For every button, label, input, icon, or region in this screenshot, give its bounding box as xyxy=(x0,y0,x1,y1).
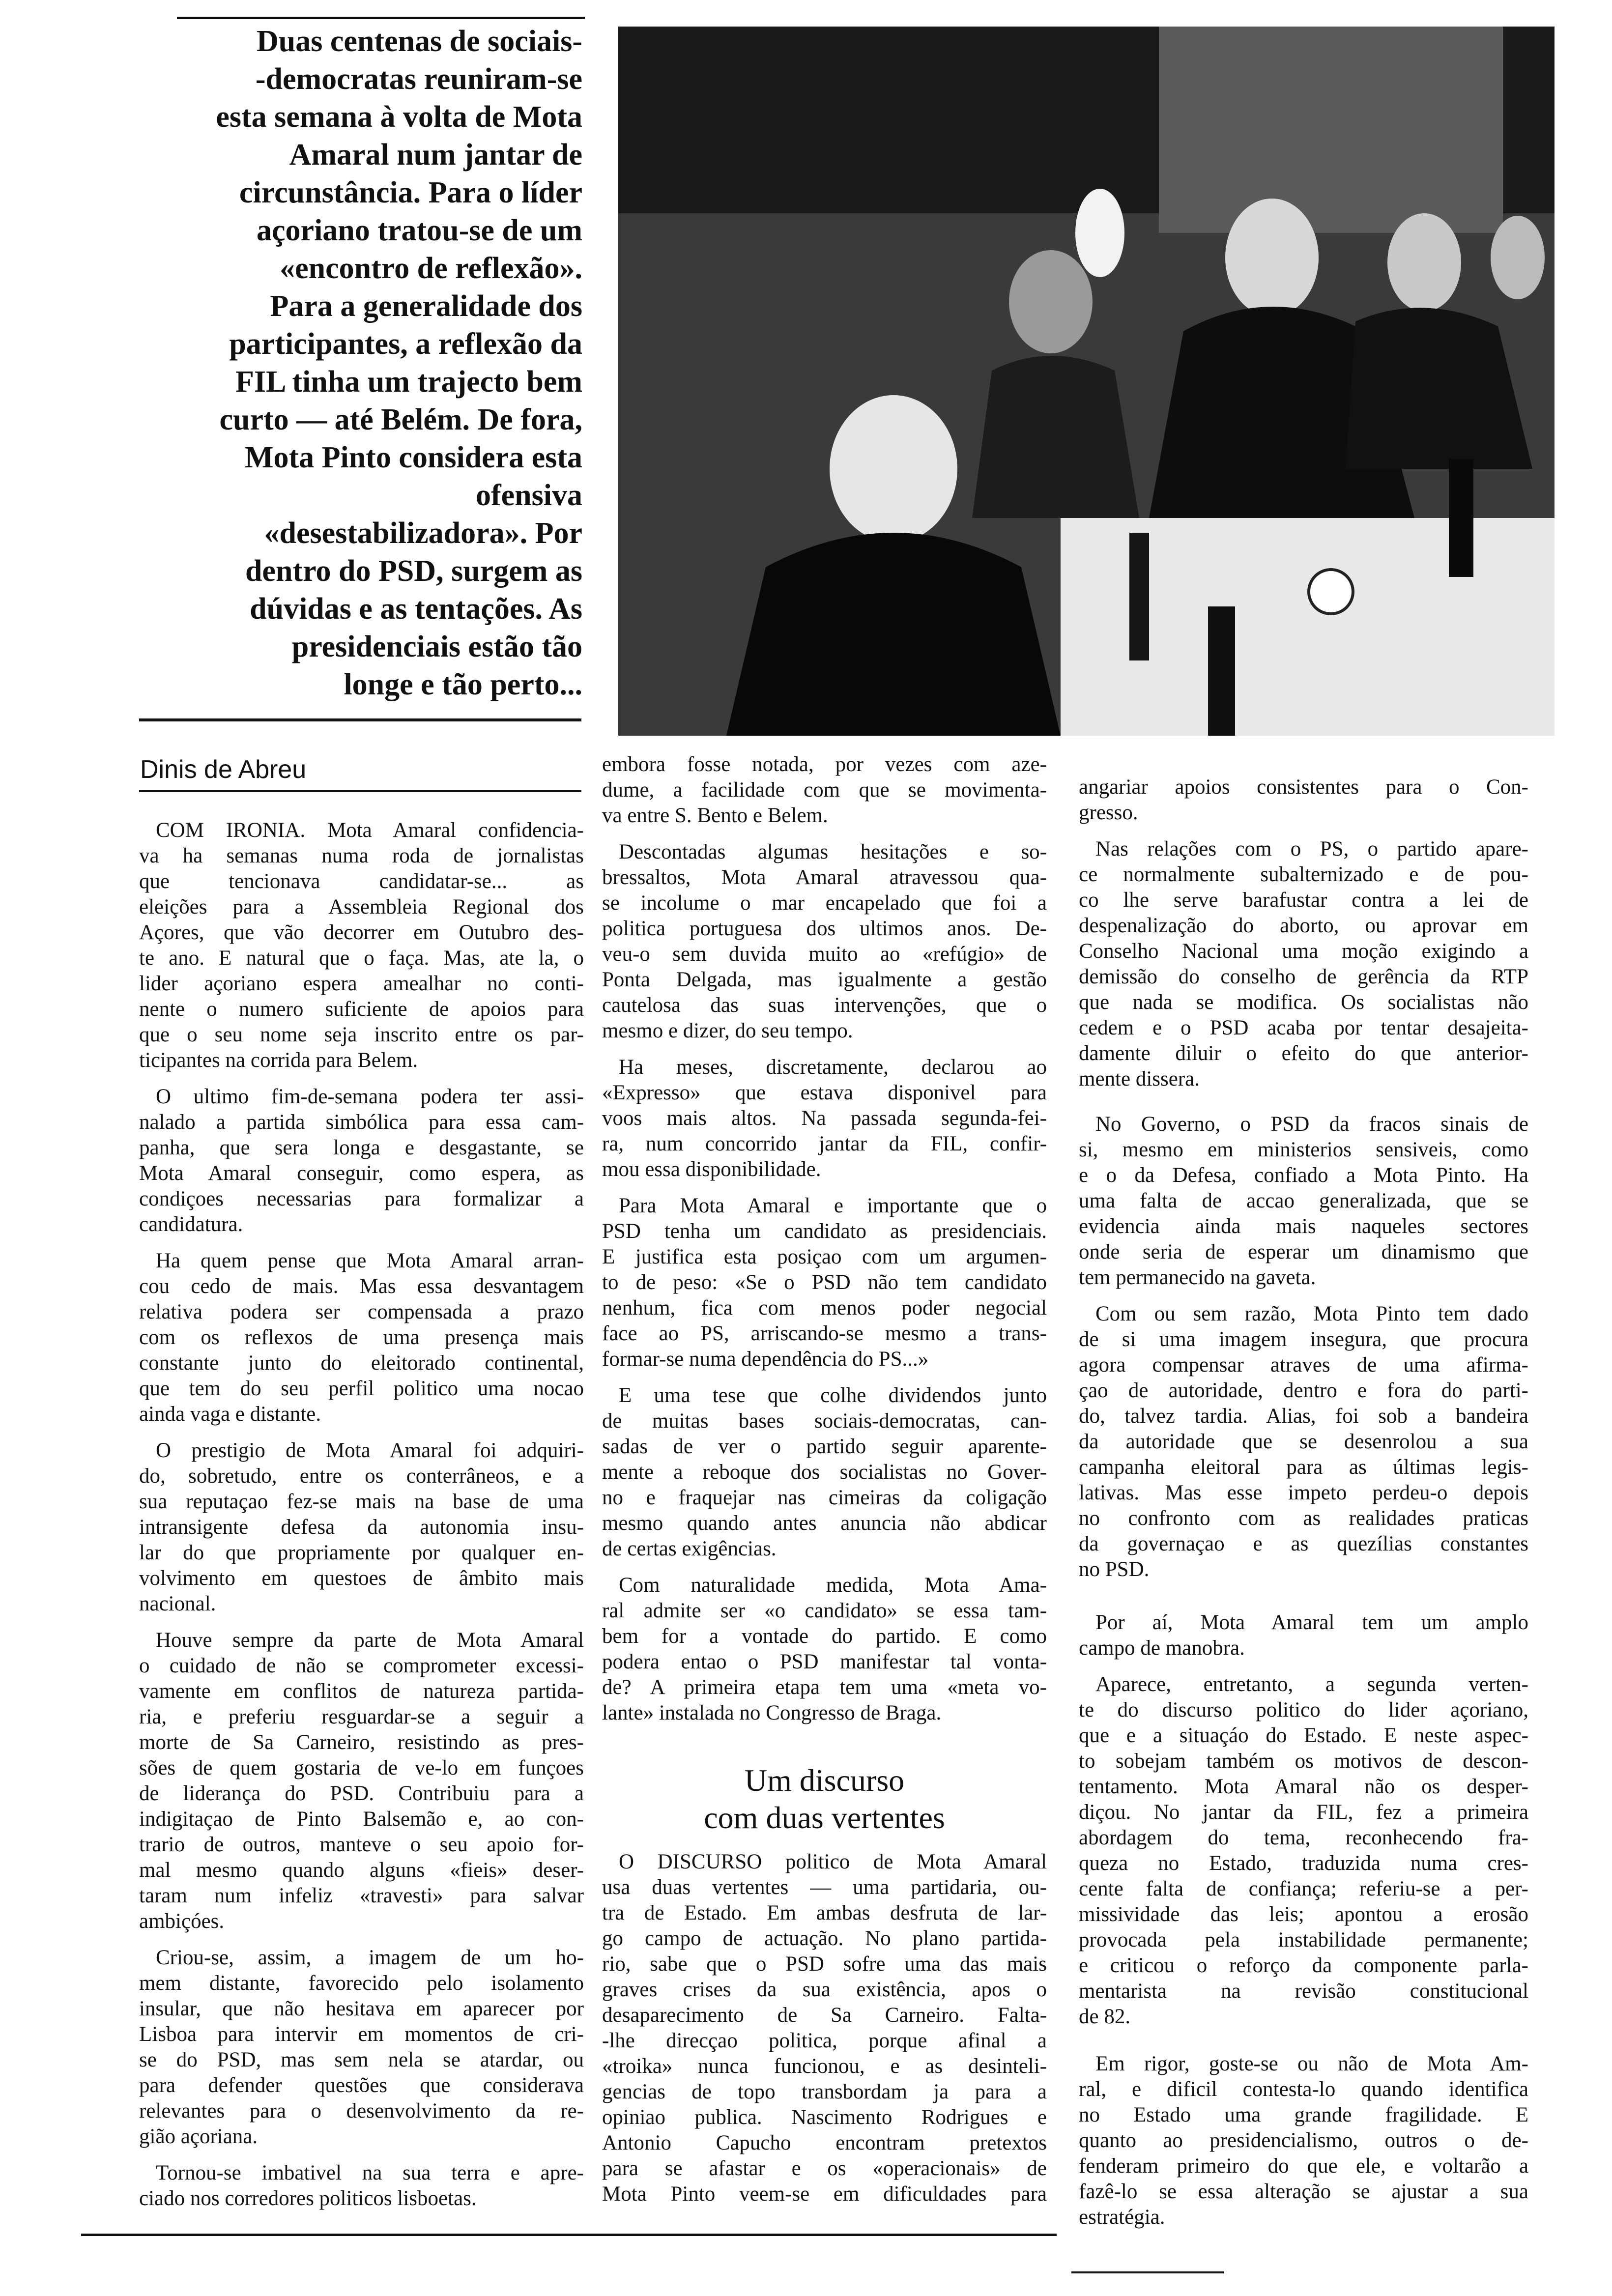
text-line: No Governo, o PSD da fracos sinais de xyxy=(1095,1113,1528,1136)
subheading xyxy=(602,1762,1047,1837)
article-column-1 xyxy=(139,818,584,2211)
text-line: indigitaçao de Pinto Balsemão e, ao con- xyxy=(139,1808,584,1831)
text-line: fazê-lo se essa alteração se ajustar a sua xyxy=(1079,2180,1528,2203)
text-line: -lhe direcçao politica, porque afinal a xyxy=(602,2029,1047,2052)
text-line: Nas relações com o PS, o partido apare- xyxy=(1095,837,1528,861)
intro-line: curto — até Belém. De fora, xyxy=(219,403,582,436)
text-line: «Expresso» que estava disponivel para xyxy=(602,1081,1047,1104)
paragraph xyxy=(602,1573,1047,1726)
intro-line: Mota Pinto considera esta xyxy=(244,441,582,474)
text-line: abordagem do tema, reconhecendo fra- xyxy=(1079,1826,1528,1849)
text-line: lante» instalada no Congresso de Braga. xyxy=(602,1701,942,1724)
text-line: PSD tenha um candidato as presidenciais. xyxy=(602,1220,1047,1243)
text-line: dume, a facilidade com que se movimenta- xyxy=(602,778,1047,802)
text-line: ra, num concorrido jantar da FIL, confir- xyxy=(602,1132,1047,1155)
text-line: intransigente defesa da autonomia insu- xyxy=(139,1516,584,1539)
text-line: nacional. xyxy=(139,1592,216,1615)
text-line: çao de autoridade, dentro e fora do parti- xyxy=(1079,1379,1528,1402)
text-line: Criou-se, assim, a imagem de um ho- xyxy=(156,1946,584,1969)
text-line: bem for a vontade do partido. E como xyxy=(602,1625,1047,1648)
text-line: mente dissera. xyxy=(1079,1067,1200,1091)
paragraph xyxy=(1079,775,1528,826)
text-line: ral, e dificil contesta-lo quando identifica xyxy=(1079,2078,1528,2101)
text-line: Para Mota Amaral e importante que o xyxy=(619,1194,1047,1217)
paragraph xyxy=(1079,1672,1528,2030)
text-line: te do discurso politico do lider açoriano, xyxy=(1079,1698,1528,1722)
text-line: damente diluir o efeito do que anterior- xyxy=(1079,1042,1528,1065)
text-line: com os reflexos de uma presença mais xyxy=(139,1326,584,1349)
text-line: de si uma imagem insegura, que procura xyxy=(1079,1328,1528,1351)
text-line: candidatura. xyxy=(139,1213,243,1236)
text-line: Conselho Nacional uma moção exigindo a xyxy=(1079,940,1528,963)
text-line: Ha quem pense que Mota Amaral arran- xyxy=(156,1249,584,1272)
text-line: insular, que não hesitava em aparecer por xyxy=(139,1997,584,2020)
text-line: cedem e o PSD acaba por tentar desajeita- xyxy=(1079,1016,1528,1039)
text-line: Mota Amaral conseguir, como espera, as xyxy=(139,1162,584,1185)
text-line: onde seria de esperar um dinamismo que xyxy=(1079,1240,1528,1263)
text-line: lar do que propriamente por qualquer en- xyxy=(139,1541,584,1564)
text-line: de 82. xyxy=(1079,2005,1131,2028)
text-line: E uma tese que colhe dividendos junto xyxy=(619,1384,1047,1407)
photo-dinner-guests xyxy=(618,27,1554,736)
text-line: ambiçóes. xyxy=(139,1910,225,1933)
text-line: para defender questões que considerava xyxy=(139,2074,584,2097)
text-line: demissão do conselho de gerência da RTP xyxy=(1079,965,1528,988)
lead-divider xyxy=(139,718,581,721)
text-line: trario de outros, manteve o seu apoio for- xyxy=(139,1833,584,1856)
intro-line: dúvidas e as tentações. As xyxy=(250,592,582,626)
text-line: no PSD. xyxy=(1079,1558,1150,1581)
text-line: Com naturalidade medida, Mota Ama- xyxy=(619,1574,1047,1597)
text-line: embora fosse notada, por vezes com aze- xyxy=(602,753,1047,776)
text-line: nalado a partida simbólica para essa cam- xyxy=(139,1111,584,1134)
text-line: diçou. No jantar da FIL, fez a primeira xyxy=(1079,1801,1528,1824)
paragraph xyxy=(139,1438,584,1617)
paragraph xyxy=(139,818,584,1073)
paragraph xyxy=(602,839,1047,1044)
text-line: go campo de actuação. No plano partida- xyxy=(602,1927,1047,1950)
text-line: se do PSD, mas sem nela se atardar, ou xyxy=(139,2048,584,2071)
text-line: mentarista na revisão constitucional xyxy=(1079,1980,1528,2003)
text-line: tem permanecido na gaveta. xyxy=(1079,1266,1316,1289)
text-line: lativas. Mas esse impeto perdeu-o depois xyxy=(1079,1481,1528,1504)
text-line: vamente em conflitos de natureza partida- xyxy=(139,1680,584,1703)
text-line: opiniao publica. Nascimento Rodrigues e xyxy=(602,2106,1047,2129)
text-line: face ao PS, arriscando-se mesmo a trans- xyxy=(602,1322,1047,1345)
text-line: mente a reboque dos socialistas no Gover- xyxy=(602,1461,1047,1484)
text-line: constante junto do eleitorado continental, xyxy=(139,1351,584,1375)
text-line: bressaltos, Mota Amaral atravessou qua- xyxy=(602,866,1047,889)
text-line: voos mais altos. Na passada segunda-fei- xyxy=(602,1107,1047,1130)
top-rule xyxy=(177,17,585,19)
text-line: cou cedo de mais. Mas essa desvantagem xyxy=(139,1275,584,1298)
paragraph xyxy=(602,1193,1047,1372)
text-line: de liderança do PSD. Contribuiu para a xyxy=(139,1782,584,1805)
text-line: ria, e preferiu resguardar-se a seguir a xyxy=(139,1705,584,1728)
text-line: Antonio Capucho encontram pretextos xyxy=(602,2131,1047,2154)
text-line: Mota Pinto veem-se em dificuldades para xyxy=(602,2182,1047,2206)
intro-line: longe e tão perto... xyxy=(344,668,582,701)
text-line: cautelosa das suas intervenções, que o xyxy=(602,994,1047,1017)
article-column-2 xyxy=(602,752,1047,1726)
text-line: panha, que sera longa e desgastante, se xyxy=(139,1136,584,1159)
photo-image xyxy=(618,27,1554,736)
text-line: do, talvez tardia. Alias, foi sob a bandeira xyxy=(1079,1405,1528,1428)
intro-line: «desestabilizadora». Por xyxy=(264,517,582,550)
text-line: que e a situaçáo do Estado. E neste aspec- xyxy=(1079,1724,1528,1747)
text-line: va ha semanas numa roda de jornalistas xyxy=(139,844,584,867)
text-line: to de peso: «Se o PSD não tem candidato xyxy=(602,1271,1047,1294)
text-line: nenhum, fica com menos poder negocial xyxy=(602,1296,1047,1320)
text-line: Açores, que vão decorrer em Outubro des- xyxy=(139,921,584,944)
intro-line: Para a generalidade dos xyxy=(270,289,582,323)
text-line: Ha meses, discretamente, declarou ao xyxy=(619,1056,1047,1079)
paragraph xyxy=(1079,1610,1528,1661)
text-line: condiçoes necessarias para formalizar a xyxy=(139,1187,584,1210)
paragraph xyxy=(602,1055,1047,1182)
text-line: fenderam primeiro do que ele, e voltarão a xyxy=(1079,2154,1528,2178)
text-line: do, sobretudo, entre os conterrâneos, e a xyxy=(139,1464,584,1488)
text-line: «troika» nunca funcionou, e as desinteli- xyxy=(602,2055,1047,2078)
text-line: que nada se modifica. Os socialistas não xyxy=(1079,991,1528,1014)
intro-line: dentro do PSD, surgem as xyxy=(245,554,582,588)
paragraph xyxy=(602,1849,1047,2207)
text-line: co lhe serve barafustar contra a lei de xyxy=(1079,889,1528,912)
text-line: O ultimo fim-de-semana podera ter assi- xyxy=(156,1085,584,1108)
text-line: ticipantes na corrida para Belem. xyxy=(139,1049,418,1072)
text-line: E justifica esta posiçao com um argumen- xyxy=(602,1245,1047,1268)
end-rule xyxy=(1071,2271,1224,2273)
byline-rule xyxy=(139,790,581,792)
text-line: volvimento em questoes de âmbito mais xyxy=(139,1567,584,1590)
text-line: Por aí, Mota Amaral tem um amplo xyxy=(1095,1611,1528,1634)
text-line: gião açoriana. xyxy=(139,2125,258,2148)
text-line: campo de manobra. xyxy=(1079,1636,1245,1660)
text-line: Em rigor, goste-se ou não de Mota Am- xyxy=(1095,2052,1528,2075)
text-line: queza no Estado, traduzida numa cres- xyxy=(1079,1852,1528,1875)
text-line: gencias de topo transbordam ja para a xyxy=(602,2080,1047,2103)
paragraph xyxy=(1079,2051,1528,2230)
text-line: de? A primeira etapa tem uma «meta vo- xyxy=(602,1676,1047,1699)
text-line: mou essa disponibilidade. xyxy=(602,1158,821,1181)
text-line: desaparecimento de Sa Carneiro. Falta- xyxy=(602,2004,1047,2027)
text-line: O DISCURSO politico de Mota Amaral xyxy=(619,1850,1047,1873)
text-line: mesmo e dizer, do seu tempo. xyxy=(602,1019,853,1042)
text-line: sões de quem gostaria de ve-lo em funçoes xyxy=(139,1756,584,1779)
intro-line: ofensiva xyxy=(476,479,582,512)
text-line: tentamento. Mota Amaral não os desper- xyxy=(1079,1775,1528,1798)
text-line: no confronto com as realidades praticas xyxy=(1079,1507,1528,1530)
intro-line: FIL tinha um trajecto bem xyxy=(235,365,582,399)
text-line: podera entao o PSD manifestar tal vonta- xyxy=(602,1650,1047,1673)
paragraph xyxy=(602,1383,1047,1562)
text-line: que tem do seu perfil politico uma nocao xyxy=(139,1377,584,1400)
text-line: para se afastar e os «operacionais» de xyxy=(602,2157,1047,2180)
article-column-2-continued xyxy=(602,1849,1047,2207)
article-lead xyxy=(138,23,582,704)
intro-line: presidenciais estão tão xyxy=(291,630,582,663)
intro-line: açoriano tratou-se de um xyxy=(257,214,582,247)
text-line: campanha eleitoral para as últimas legis- xyxy=(1079,1456,1528,1479)
text-line: evidencia ainda mais naqueles sectores xyxy=(1079,1215,1528,1238)
paragraph xyxy=(602,752,1047,829)
text-line: mem distante, favorecido pelo isolamento xyxy=(139,1972,584,1995)
text-line: Ponta Delgada, mas igualmente a gestão xyxy=(602,968,1047,991)
text-line: lider açoriano espera amealhar no conti- xyxy=(139,972,584,995)
paragraph xyxy=(1079,836,1528,1092)
text-line: agora compensar atraves de uma afirma- xyxy=(1079,1353,1528,1377)
intro-line: participantes, a reflexão da xyxy=(229,327,582,361)
intro-line: -democratas reuniram-se xyxy=(255,62,582,96)
text-line: nente o numero suficiente de apoios para xyxy=(139,998,584,1021)
bottom-rule xyxy=(81,2234,1057,2236)
text-line: o cuidado de não se comprometer excessi- xyxy=(139,1654,584,1677)
intro-line: esta semana à volta de Mota xyxy=(216,100,582,134)
text-line: gresso. xyxy=(1079,801,1138,824)
text-line: Lisboa para intervir em momentos de cri- xyxy=(139,2023,584,2046)
text-line: e o da Defesa, confiado a Mota Pinto. Ha xyxy=(1079,1164,1528,1187)
text-line: da governaçao e as quezílias constantes xyxy=(1079,1532,1528,1555)
text-line: si, mesmo em ministerios sensiveis, como xyxy=(1079,1138,1528,1161)
text-line: Com ou sem razão, Mota Pinto tem dado xyxy=(1095,1302,1528,1325)
text-line: usa duas vertentes — uma partidaria, ou- xyxy=(602,1876,1047,1899)
intro-line: circunstância. Para o líder xyxy=(239,176,582,209)
text-line: eleições para a Assembleia Regional dos xyxy=(139,895,584,918)
paragraph xyxy=(1079,1301,1528,1582)
text-line: to sobejam também os motivos de descon- xyxy=(1079,1750,1528,1773)
text-line: angariar apoios consistentes para o Con- xyxy=(1079,775,1528,799)
text-line: mesmo quando antes anuncia não abdicar xyxy=(602,1512,1047,1535)
text-line: graves crises da sua existência, apos o xyxy=(602,1978,1047,2001)
text-line: uma falta de accao generalizada, que se xyxy=(1079,1189,1528,1212)
text-line: tra de Estado. Em ambas desfruta de lar- xyxy=(602,1901,1047,1924)
text-line: de muitas bases sociais-democratas, can- xyxy=(602,1409,1047,1433)
text-line: politica portuguesa dos ultimos anos. De- xyxy=(602,917,1047,940)
text-line: no Estado uma grande fragilidade. E xyxy=(1079,2103,1528,2126)
text-line: ce normalmente subalternizado e de pou- xyxy=(1079,863,1528,886)
text-line: despenalização do aborto, ou aprovar em xyxy=(1079,914,1528,937)
text-line: quanto ao presidencialismo, outros o de- xyxy=(1079,2129,1528,2152)
text-line: sadas de ver o partido seguir aparente- xyxy=(602,1435,1047,1458)
text-line: de certas exigências. xyxy=(602,1537,777,1560)
text-line: O prestigio de Mota Amaral foi adquiri- xyxy=(156,1439,584,1462)
text-line: COM IRONIA. Mota Amaral confidencia- xyxy=(156,819,584,842)
text-line: ral admite ser «o candidato» se essa tam- xyxy=(602,1599,1047,1622)
text-line: relevantes para o desenvolvimento da re- xyxy=(139,2099,584,2123)
paragraph xyxy=(1079,1112,1528,1291)
text-line: no e fraquejar nas cimeiras da coligação xyxy=(602,1486,1047,1509)
text-line: ainda vaga e distante. xyxy=(139,1403,321,1426)
text-line: Tornou-se imbativel na sua terra e apre- xyxy=(156,2161,584,2184)
text-line: ciado nos corredores politicos lisboetas. xyxy=(139,2187,477,2210)
text-line: rio, sabe que o PSD sofre uma das mais xyxy=(602,1952,1047,1976)
subheading-line: Um discurso xyxy=(744,1763,905,1798)
paragraph xyxy=(139,1084,584,1237)
text-line: Aparece, entretanto, a segunda verten- xyxy=(1095,1673,1528,1696)
text-line: te ano. E natural que o faça. Mas, ate la, o xyxy=(139,947,584,970)
text-line: Descontadas algumas hesitações e so- xyxy=(619,840,1047,863)
text-line: relativa podera ser compensada a prazo xyxy=(139,1300,584,1323)
subheading-line: com duas vertentes xyxy=(704,1800,945,1835)
text-line: cente falta de confiança; referiu-se a per- xyxy=(1079,1877,1528,1900)
intro-line: «encontro de reflexão». xyxy=(280,252,582,285)
intro-line: Duas centenas de sociais- xyxy=(256,25,582,58)
text-line: se incolume o mar encapelado que foi a xyxy=(602,891,1047,915)
text-line: morte de Sa Carneiro, resistindo as pres- xyxy=(139,1731,584,1754)
text-line: e criticou o reforço da componente parla- xyxy=(1079,1954,1528,1977)
text-line: taram num infeliz «travesti» para salvar xyxy=(139,1884,584,1907)
text-line: provocada pela instabilidade permanente; xyxy=(1079,1928,1528,1952)
text-line: sua reputaçao fez-se mais na base de uma xyxy=(139,1490,584,1513)
text-line: que tencionava candidatar-se... as xyxy=(139,870,584,893)
paragraph xyxy=(139,2160,584,2211)
author-byline: Dinis de Abreu xyxy=(140,755,307,784)
text-line: da autoridade que se desenrolou a sua xyxy=(1079,1430,1528,1453)
text-line: Houve sempre da parte de Mota Amaral xyxy=(156,1629,584,1652)
article-column-3 xyxy=(1079,775,1528,2230)
text-line: estratégia. xyxy=(1079,2206,1165,2229)
text-line: formar-se numa dependência do PS...» xyxy=(602,1348,929,1371)
text-line: que o seu nome seja inscrito entre os par- xyxy=(139,1023,584,1046)
intro-line: Amaral num jantar de xyxy=(289,138,582,172)
text-line: va entre S. Bento e Belem. xyxy=(602,804,828,827)
text-line: missividade das leis; apontou a erosão xyxy=(1079,1903,1528,1926)
text-line: veu-o sem duvida muito ao «refúgio» de xyxy=(602,943,1047,966)
paragraph xyxy=(139,1248,584,1427)
text-line: mal mesmo quando alguns «fieis» deser- xyxy=(139,1859,584,1882)
paragraph xyxy=(139,1945,584,2150)
paragraph xyxy=(139,1628,584,1934)
